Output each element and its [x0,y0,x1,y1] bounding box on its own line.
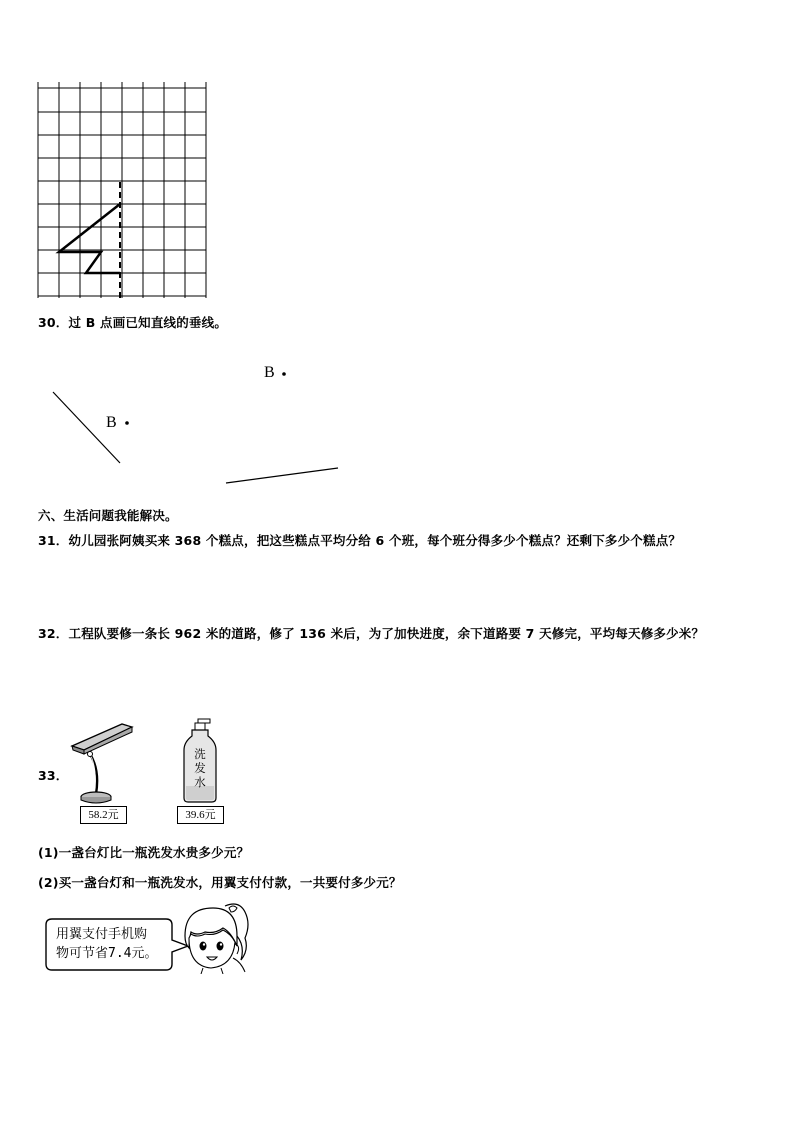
shampoo-price-tag: 39.6元 [177,806,224,824]
question-30 [38,313,227,331]
bottle-label-char: 洗 [194,747,206,761]
bubble-text [56,925,157,963]
desk-lamp-icon [66,718,138,804]
point-b-label: B [264,364,275,381]
point-b-dot-1 [282,372,286,376]
point-b-label: B [106,414,117,431]
symmetry-grid-figure [36,82,210,300]
lamp-price-tag: 58.2元 [80,806,127,824]
given-line-2 [226,468,338,483]
sub-question-1: (1)一盏台灯比一瓶洗发水贵多少元？ [38,845,250,860]
question-text: 过 B 点画已知直线的垂线。 [68,315,228,330]
bubble-line: 用翼支付手机购 [56,927,148,942]
point-b-dot-2 [125,421,129,425]
grid-lines [38,82,206,298]
question-number: 30． [38,315,69,330]
question-text: 幼儿园张阿姨买来 368 个糕点，把这些糕点平均分给 6 个班，每个班分得多少个糕点？还剩下多少个糕点？ [68,533,682,548]
bottle-label [188,747,212,789]
question-32 [38,624,704,642]
question-text: 工程队要修一条长 962 米的道路，修了 136 米后，为了加快进度，余下道路要 7 天修完，平均每天修多少米？ [68,626,705,641]
half-shape [59,204,120,273]
question-31 [38,531,681,549]
bottle-label-char: 水 [194,775,206,789]
sub-question-2: (2)买一盏台灯和一瓶洗发水，用翼支付付款，一共要付多少元？ [38,875,402,890]
bubble-line: 物可节省7.4元。 [56,946,158,961]
question-number: 32． [38,626,69,641]
perpendicular-figure [40,355,360,490]
girl-illustration [175,902,257,974]
question-number: 33． [38,768,69,783]
question-number: 31． [38,533,69,548]
section-title: 六、生活问题我能解决。 [38,508,178,523]
bottle-label-char: 发 [194,761,206,775]
